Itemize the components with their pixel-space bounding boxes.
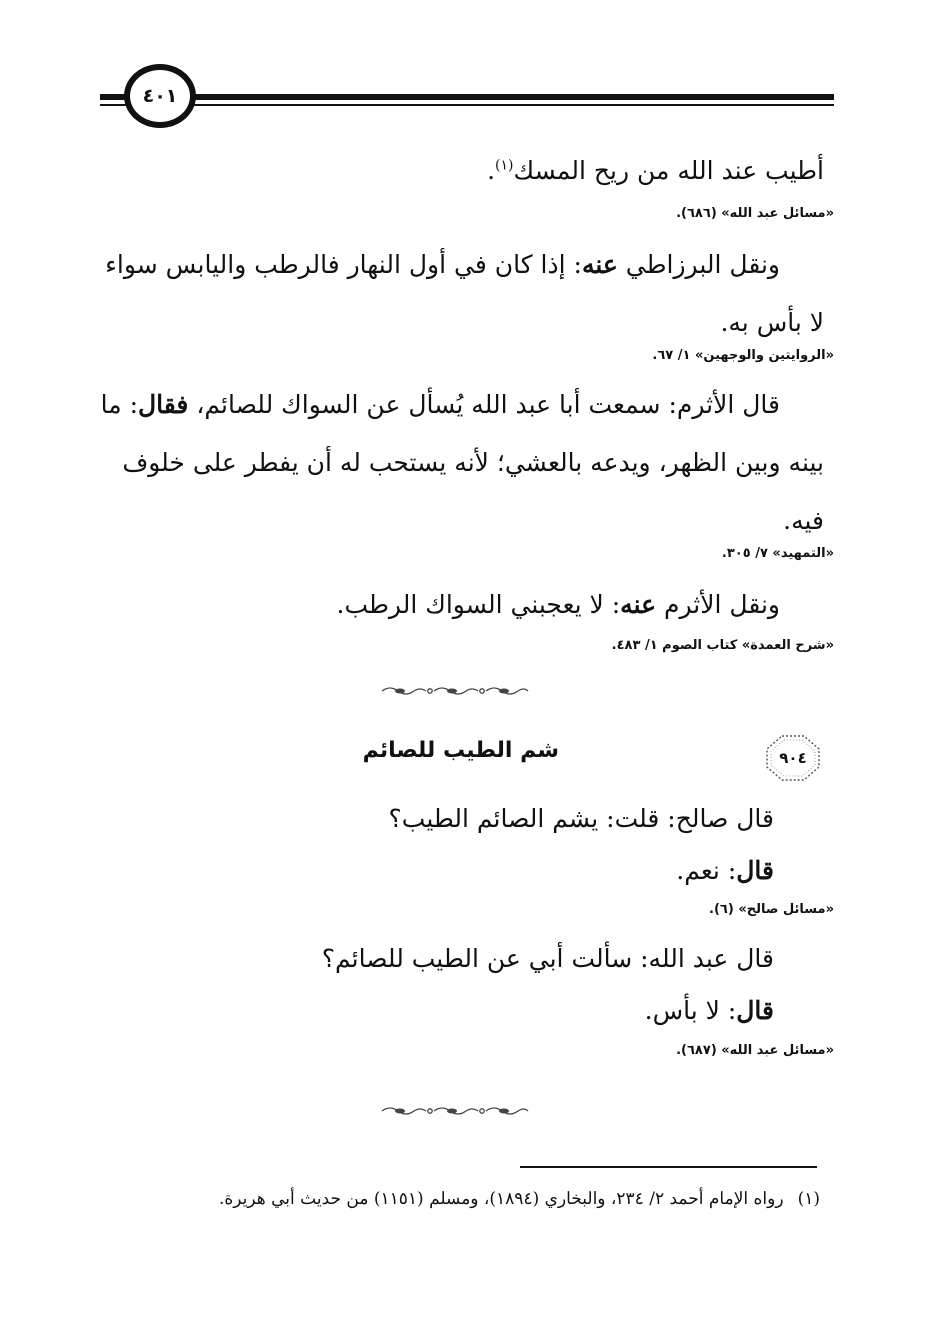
header-rule-thin [100,104,834,106]
ornament-divider-icon [380,684,530,698]
paragraph-4-prefix: ونقل الأثرم [664,590,780,619]
paragraph-4-bold: عنه [620,590,657,619]
source-citation-3: «التمهيد» ٧/ ٣٠٥. [721,546,834,561]
paragraph-3-rest: : ما بينه وبين الظهر، ويدعه بالعشي؛ لأنه يستحب له أن يفطر على خلوف فيه. [100,390,824,535]
footnote [100,1182,820,1216]
source-citation-2: «الروايتين والوجهين» ١/ ٦٧. [652,348,834,363]
paragraph-3-bold: فقال [138,390,189,419]
source-citation-4: «شرح العمدة» كتاب الصوم ١/ ٤٨٣. [611,638,834,653]
section-paragraph-2-rest: : نعم. [676,856,737,885]
header-rule-thick [100,94,834,100]
source-citation-1: «مسائل عبد الله» (٦٨٦). [676,206,834,221]
paragraph-2-rest: : إذا كان في أول النهار فالرطب واليابس سواء لا بأس به. [105,250,824,337]
ornament-divider-icon [380,1104,530,1118]
paragraph-2-prefix: ونقل البرزاطي [625,250,780,279]
section-paragraph-4-bold: قال [736,996,774,1025]
source-citation-6: «مسائل عبد الله» (٦٨٧). [676,1043,834,1058]
paragraph-4-rest: : لا يعجبني السواك الرطب. [336,590,621,619]
section-paragraph-2-bold: قال [736,856,774,885]
paragraph-1-end: . [487,156,496,185]
section-paragraph-3: قال عبد الله: سألت أبي عن الطيب للصائم؟ [321,944,774,973]
section-paragraph-4-rest: : لا بأس. [644,996,737,1025]
paragraph-3 [100,376,824,550]
footnote-separator [520,1166,817,1168]
footnote-marker: (١) [797,1189,820,1209]
section-paragraph-2 [676,842,774,900]
section-title: شم الطيب للصائم [362,738,559,763]
footnote-reference[interactable]: (١) [495,157,514,174]
paragraph-1-text: أطيب عند الله من ريح المسك [513,156,824,185]
section-number: ٩٠٤ [779,749,807,767]
section-paragraph-4 [645,982,774,1040]
paragraph-3-prefix: قال الأثرم: سمعت أبا عبد الله يُسأل عن السواك للصائم، [196,390,780,419]
paragraph-4 [337,576,780,634]
section-number-badge [764,733,822,783]
footnote-text: رواه الإمام أحمد ٢/ ٢٣٤، والبخاري (١٨٩٤)، ومسلم (١١٥١) من حديث أبي هريرة. [218,1189,784,1209]
paragraph-2-bold: عنه [581,250,618,279]
source-citation-5: «مسائل صالح» (٦). [709,902,834,917]
paragraph-2 [100,236,824,352]
page-number-badge [124,64,196,128]
section-paragraph-1: قال صالح: قلت: يشم الصائم الطيب؟ [388,804,774,833]
paragraph-1 [487,142,824,200]
page-number: ٤٠١ [142,85,178,107]
